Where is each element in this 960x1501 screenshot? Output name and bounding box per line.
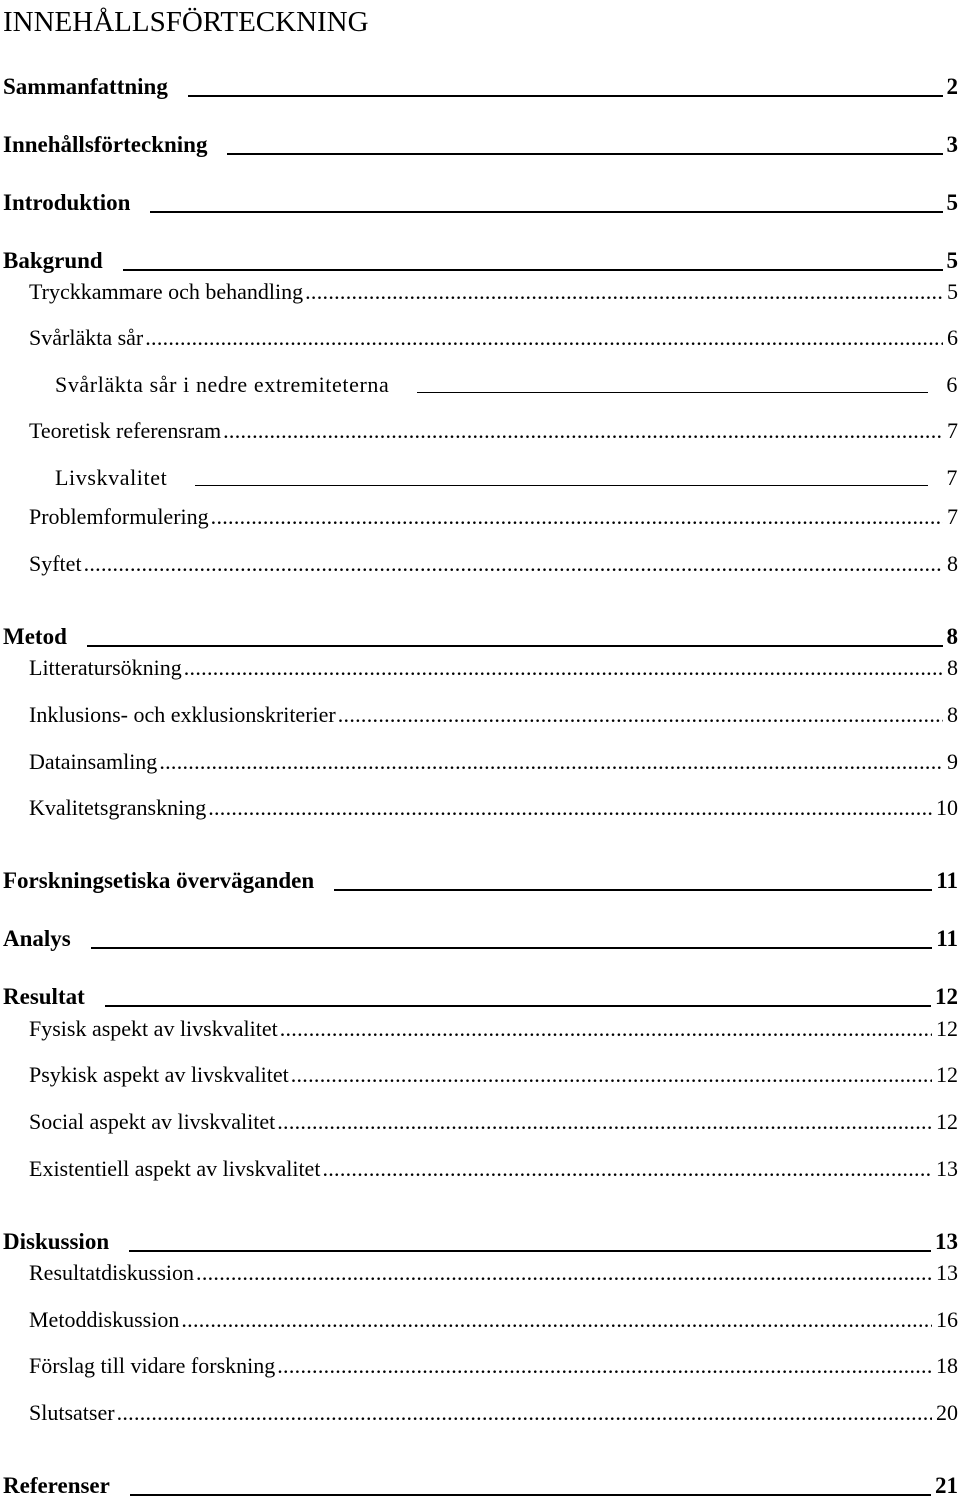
toc-entry-label: Sammanfattning (3, 74, 168, 99)
toc-entry-diskussion[interactable] (0, 1223, 960, 1255)
toc-entry-label: Referenser (3, 1473, 110, 1498)
toc-entry-label: Bakgrund (3, 248, 103, 273)
toc-page-number: 12 (936, 1016, 958, 1041)
toc-leader-dots (211, 504, 943, 530)
toc-entry-svarlakta-sar-nedre[interactable] (0, 366, 960, 398)
toc-entry-label: Förslag till vidare forskning (29, 1353, 276, 1378)
toc-leader-dots (184, 655, 943, 681)
toc-leader-dots (145, 325, 943, 351)
toc-page-number: 12 (935, 984, 958, 1009)
toc-leader-line (130, 1473, 931, 1496)
toc-entry-label: Fysisk aspekt av livskvalitet (29, 1016, 278, 1041)
toc-entry-label: Litteratursökning (29, 655, 182, 680)
toc-leader-dots (280, 1016, 932, 1042)
toc-page-number: 8 (947, 655, 958, 680)
toc-page-number: 13 (936, 1156, 958, 1181)
toc-page-number: 12 (936, 1109, 958, 1134)
toc-leader-line (334, 868, 932, 891)
toc-leader-dots (117, 1400, 932, 1426)
toc-entry-label: Forskningsetiska överväganden (3, 868, 315, 893)
toc-entry-slutsatser[interactable] (0, 1394, 960, 1426)
toc-entry-label: Teoretisk referensram (29, 418, 222, 443)
toc-entry-psykisk-aspekt[interactable] (0, 1056, 960, 1088)
toc-page-number: 3 (946, 132, 958, 157)
toc-leader-dots (291, 1062, 932, 1088)
toc-page-number: 5 (946, 248, 958, 273)
toc-page-number: 13 (936, 1260, 958, 1285)
toc-page-number: 8 (947, 551, 958, 576)
toc-entry-metoddiskussion[interactable] (0, 1301, 960, 1333)
toc-page-number: 21 (935, 1473, 958, 1498)
toc-entry-label: Psykisk aspekt av livskvalitet (29, 1062, 289, 1087)
toc-entry-label: Metod (3, 624, 67, 649)
toc-entry-introduktion[interactable] (0, 184, 960, 216)
toc-entry-bakgrund[interactable] (0, 242, 960, 274)
toc-leader-line (91, 926, 933, 949)
toc-leader-line (150, 190, 942, 213)
page-title: INNEHÅLLSFÖRTECKNING (3, 6, 369, 38)
toc-entry-label: Resultatdiskussion (29, 1260, 195, 1285)
toc-entry-litteratursokning[interactable] (0, 649, 960, 681)
toc-page-number: 6 (946, 372, 958, 397)
toc-page-number: 6 (947, 325, 958, 350)
toc-page-number: 20 (936, 1400, 958, 1425)
toc-page-number: 7 (947, 504, 958, 529)
toc-leader-line (105, 984, 931, 1007)
toc-entry-metod[interactable] (0, 618, 960, 650)
toc-entry-innehallsforteckning[interactable] (0, 126, 960, 158)
toc-leader-line (188, 74, 943, 97)
toc-leader-line (227, 132, 942, 155)
toc-leader-dots (181, 1307, 932, 1333)
toc-leader-dots (223, 418, 943, 444)
toc-leader-dots (84, 551, 943, 577)
toc-entry-forskningsetiska[interactable] (0, 862, 960, 894)
toc-entry-label: Svårläkta sår (29, 325, 144, 350)
toc-leader-dots (277, 1109, 932, 1135)
toc-entry-label: Social aspekt av livskvalitet (29, 1109, 276, 1134)
toc-entry-label: Datainsamling (29, 749, 158, 774)
toc-leader-dots (322, 1156, 932, 1182)
toc-leader-line (123, 248, 943, 271)
toc-page-number: 12 (936, 1062, 958, 1087)
toc-page-number: 16 (936, 1307, 958, 1332)
toc-page-number: 8 (947, 702, 958, 727)
toc-entry-label: Svårläkta sår i nedre extremiteterna (55, 372, 390, 397)
toc-entry-label: Kvalitetsgranskning (29, 795, 207, 820)
toc-entry-label: Diskussion (3, 1229, 110, 1254)
toc-leader-dots (159, 749, 943, 775)
toc-leader-line (195, 464, 928, 486)
toc-entry-social-aspekt[interactable] (0, 1103, 960, 1135)
toc-entry-fysisk-aspekt[interactable] (0, 1010, 960, 1042)
toc-page-number: 10 (936, 795, 958, 820)
toc-entry-label: Innehållsförteckning (3, 132, 208, 157)
toc-leader-line (87, 624, 943, 647)
toc-page-number: 5 (946, 190, 958, 215)
toc-entry-label: Analys (3, 926, 71, 951)
toc-page-number: 7 (946, 465, 958, 490)
toc-entry-label: Syftet (29, 551, 82, 576)
toc-leader-dots (338, 702, 943, 728)
toc-page-number: 7 (947, 418, 958, 443)
toc-leader-line (129, 1229, 931, 1252)
toc-entry-problemformulering[interactable] (0, 498, 960, 530)
toc-entry-label: Introduktion (3, 190, 131, 215)
toc-entry-teoretisk-referensram[interactable] (0, 412, 960, 444)
toc-entry-referenser[interactable] (0, 1467, 960, 1499)
toc-entry-label: Inklusions- och exklusionskriterier (29, 702, 336, 727)
toc-leader-line (417, 371, 928, 393)
toc-page-number: 11 (936, 868, 958, 893)
toc-entry-livskvalitet[interactable] (0, 459, 960, 491)
toc-leader-dots (305, 279, 943, 305)
toc-page-number: 5 (947, 279, 958, 304)
toc-entry-analys[interactable] (0, 920, 960, 952)
toc-page-number: 18 (936, 1353, 958, 1378)
toc-entry-svarlakta-sar[interactable] (0, 319, 960, 351)
toc-leader-dots (208, 795, 932, 821)
toc-page-number: 11 (936, 926, 958, 951)
toc-entry-datainsamling[interactable] (0, 743, 960, 775)
toc-entry-label: Existentiell aspekt av livskvalitet (29, 1156, 321, 1181)
toc-entry-label: Tryckkammare och behandling (29, 279, 304, 304)
toc-entry-existentiell-aspekt[interactable] (0, 1150, 960, 1182)
toc-entry-forslag-forskning[interactable] (0, 1347, 960, 1379)
toc-page-number: 2 (946, 74, 958, 99)
toc-entry-syftet[interactable] (0, 545, 960, 577)
toc-entry-resultatdiskussion[interactable] (0, 1254, 960, 1286)
toc-entry-sammanfattning[interactable] (0, 68, 960, 100)
toc-leader-dots (277, 1353, 932, 1379)
toc-page-number: 8 (946, 624, 958, 649)
toc-entry-resultat[interactable] (0, 978, 960, 1010)
toc-page-number: 9 (947, 749, 958, 774)
toc-page-number: 13 (935, 1229, 958, 1254)
toc-entry-label: Metoddiskussion (29, 1307, 180, 1332)
toc-leader-dots (196, 1260, 932, 1286)
toc-entry-label: Slutsatser (29, 1400, 115, 1425)
toc-entry-inklusionskriterier[interactable] (0, 696, 960, 728)
toc-entry-label: Resultat (3, 984, 85, 1009)
toc-entry-label: Problemformulering (29, 504, 209, 529)
toc-entry-label: Livskvalitet (55, 465, 168, 490)
toc-entry-kvalitetsgranskning[interactable] (0, 789, 960, 821)
toc-entry-tryckkammare[interactable] (0, 273, 960, 305)
